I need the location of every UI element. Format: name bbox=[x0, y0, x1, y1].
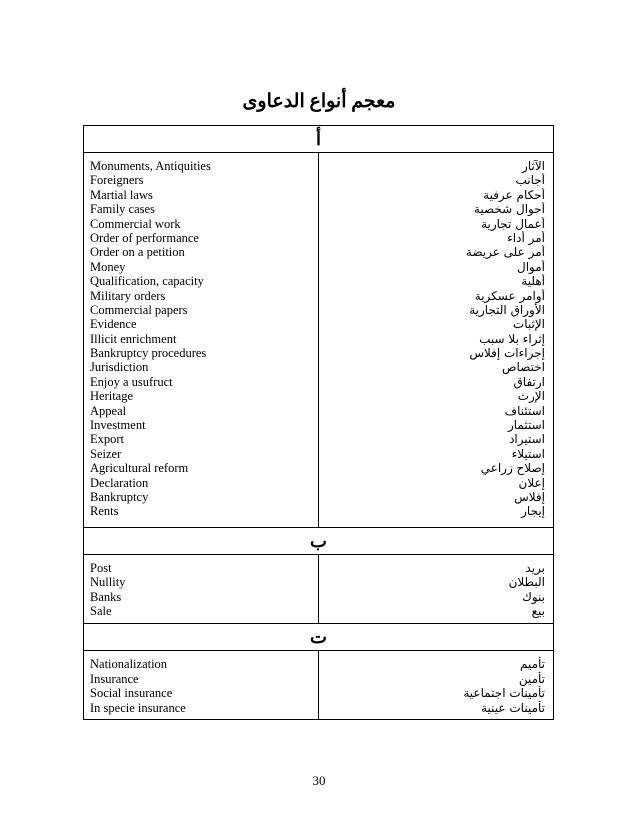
english-term: Appeal bbox=[90, 403, 127, 418]
english-term: Seizer bbox=[90, 446, 122, 461]
english-term: Sale bbox=[90, 603, 112, 618]
english-term: Martial laws bbox=[90, 187, 153, 202]
english-term: Post bbox=[90, 560, 112, 575]
arabic-term: بيع bbox=[531, 603, 545, 618]
english-term: Evidence bbox=[90, 317, 137, 332]
arabic-term: إعلان bbox=[518, 475, 545, 490]
arabic-term: أمر أداء bbox=[507, 230, 545, 245]
arabic-term: إثراء بلا سبب bbox=[479, 331, 545, 346]
english-term: Heritage bbox=[90, 389, 134, 404]
english-term: Order of performance bbox=[90, 230, 199, 245]
arabic-term: تأميم bbox=[519, 657, 545, 672]
english-term: Illicit enrichment bbox=[90, 331, 177, 346]
english-column bbox=[84, 555, 319, 624]
english-term: Commercial papers bbox=[90, 302, 188, 317]
arabic-term: إفلاس bbox=[514, 489, 545, 504]
glossary-table bbox=[83, 125, 554, 720]
arabic-term: تأمينات اجتماعية bbox=[463, 686, 545, 701]
english-term: Insurance bbox=[90, 671, 139, 686]
arabic-term: أحكام عرفية bbox=[483, 187, 545, 202]
english-term: In specie insurance bbox=[90, 700, 186, 715]
arabic-term: الإرث bbox=[517, 389, 545, 404]
english-term: Agricultural reform bbox=[90, 461, 189, 476]
arabic-term: ارتفاق bbox=[513, 374, 545, 389]
english-term: Social insurance bbox=[90, 686, 173, 701]
english-term: Foreigners bbox=[90, 173, 144, 188]
english-term: Investment bbox=[90, 418, 146, 433]
arabic-term: أوامر عسكرية bbox=[474, 288, 545, 303]
arabic-term: الإثبات bbox=[512, 317, 545, 332]
arabic-term: تأمين bbox=[518, 671, 545, 686]
english-column bbox=[84, 153, 319, 527]
arabic-term: أهلية bbox=[521, 274, 545, 289]
english-term: Family cases bbox=[90, 202, 155, 217]
arabic-term: بريد bbox=[525, 560, 545, 575]
page-title: معجم أنواع الدعاوى bbox=[242, 91, 396, 112]
arabic-term: الآثار bbox=[522, 159, 545, 173]
arabic-term: إجراءات إفلاس bbox=[469, 346, 545, 361]
english-term: Declaration bbox=[90, 475, 149, 490]
english-term: Military orders bbox=[90, 288, 166, 303]
arabic-term: إيجار bbox=[521, 504, 545, 519]
english-term: Nationalization bbox=[90, 657, 168, 672]
arabic-column bbox=[319, 153, 553, 527]
english-term: Order on a petition bbox=[90, 245, 185, 260]
arabic-term: أعمال تجارية bbox=[481, 216, 545, 231]
english-term: Monuments, Antiquities bbox=[90, 159, 211, 173]
english-term: Bankruptcy procedures bbox=[90, 346, 207, 361]
english-term: Jurisdiction bbox=[90, 360, 149, 375]
arabic-term: أمر على عريضة bbox=[465, 245, 545, 260]
arabic-term: اختصاص bbox=[502, 360, 545, 375]
english-term: Export bbox=[90, 432, 125, 447]
section-entries bbox=[84, 555, 553, 625]
arabic-term: الأوراق التجارية bbox=[469, 302, 545, 317]
arabic-column bbox=[319, 651, 553, 719]
page-number: 30 bbox=[312, 773, 326, 788]
english-column bbox=[84, 651, 319, 719]
english-term: Enjoy a usufruct bbox=[90, 374, 173, 389]
arabic-term: استثمار bbox=[507, 418, 545, 433]
arabic-term: إصلاح زراعي bbox=[480, 461, 545, 476]
arabic-term: تأمينات عينية bbox=[481, 700, 545, 715]
arabic-term: أجانب bbox=[515, 173, 545, 188]
arabic-term: أحوال شخصية bbox=[473, 202, 545, 217]
section-entries bbox=[84, 153, 553, 528]
english-term: Rents bbox=[90, 504, 119, 519]
section-letter: أ bbox=[84, 126, 553, 153]
english-term: Nullity bbox=[90, 575, 126, 590]
section-letter: ت bbox=[84, 624, 553, 651]
english-term: Qualification, capacity bbox=[90, 274, 204, 289]
arabic-term: استئناف bbox=[504, 403, 545, 418]
arabic-term: استيلاء bbox=[511, 446, 545, 461]
arabic-column bbox=[319, 555, 553, 624]
english-term: Money bbox=[90, 259, 126, 274]
arabic-term: بنوك bbox=[521, 589, 545, 604]
english-term: Commercial work bbox=[90, 216, 181, 231]
section-entries bbox=[84, 651, 553, 719]
arabic-term: البطلان bbox=[508, 575, 545, 590]
english-term: Bankruptcy bbox=[90, 489, 149, 504]
arabic-term: أموال bbox=[516, 259, 545, 274]
section-letter: ب bbox=[84, 528, 553, 555]
arabic-term: استيراد bbox=[509, 432, 545, 447]
english-term: Banks bbox=[90, 589, 122, 604]
